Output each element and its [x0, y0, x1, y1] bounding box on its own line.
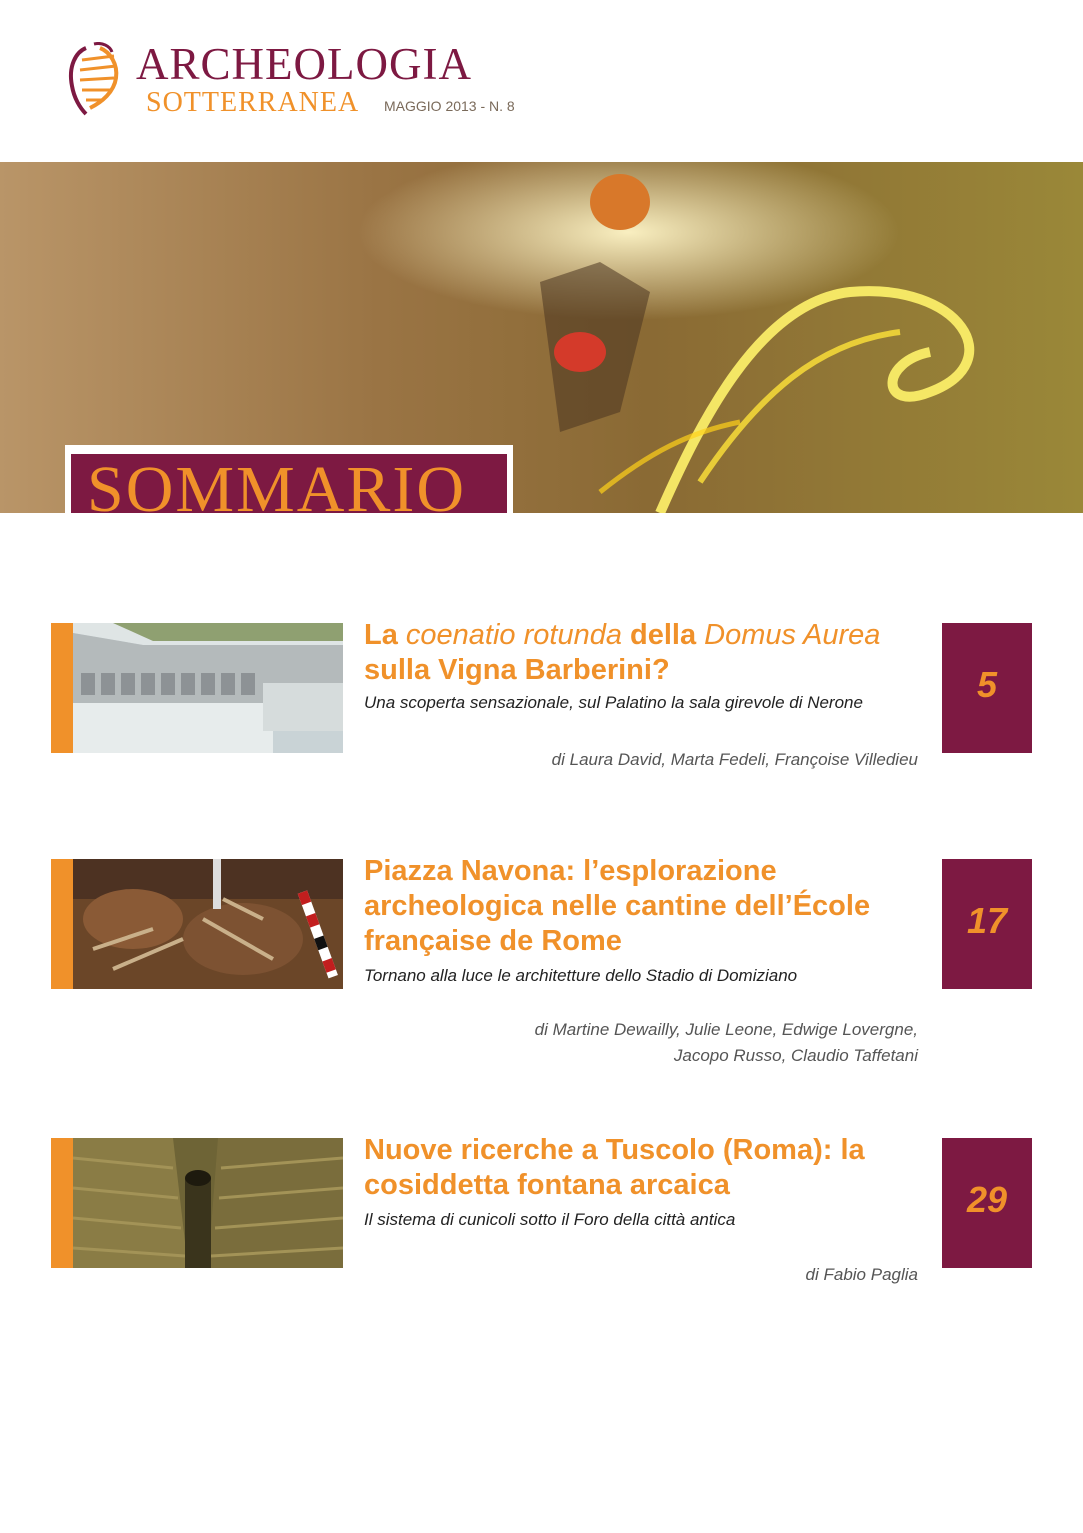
article-title[interactable]: La coenatio rotunda della Domus Aurea sulla Vigna Barberini?: [364, 619, 881, 686]
toc-entry[interactable]: [51, 619, 1032, 783]
sommario-banner: [65, 445, 513, 513]
issue-label: MAGGIO 2013 - N. 8: [384, 98, 515, 114]
article-title[interactable]: Piazza Navona: l’esplorazione archeologica nelle cantine dell’École française de Rome: [364, 855, 871, 957]
page-number: 17: [966, 900, 1008, 941]
page-number-box[interactable]: [942, 859, 1032, 989]
page-number: 29: [966, 1179, 1008, 1220]
article-thumbnail: [51, 1138, 343, 1268]
toc-entry[interactable]: [51, 855, 1032, 1069]
sommario-heading: SOMMARIO: [87, 454, 467, 513]
page-number-box[interactable]: [942, 623, 1032, 753]
masthead: [62, 38, 562, 128]
article-title[interactable]: Nuove ricerche a Tuscolo (Roma): la cosiddetta fontana arcaica: [364, 1134, 865, 1201]
article-authors: di Laura David, Marta Fedeli, Françoise Villedieu: [551, 750, 918, 769]
page-number: 5: [976, 664, 998, 705]
amphora-logo-icon: [66, 42, 130, 116]
article-subtitle: Tornano alla luce le architetture dello Stadio di Domiziano: [364, 966, 798, 985]
article-subtitle: Il sistema di cunicoli sotto il Foro della città antica: [364, 1210, 736, 1229]
magazine-title: ARCHEOLOGIA: [136, 39, 472, 89]
article-authors: di Fabio Paglia: [805, 1265, 918, 1284]
article-subtitle: Una scoperta sensazionale, sul Palatino la sala girevole di Nerone: [364, 693, 863, 712]
magazine-subtitle: SOTTERRANEA: [146, 87, 360, 118]
article-thumbnail: [51, 623, 343, 753]
page-number-box[interactable]: [942, 1138, 1032, 1268]
article-authors: di Martine Dewailly, Julie Leone, Edwige Lovergne, Jacopo Russo, Claudio Taffetani: [534, 1020, 918, 1065]
toc-entry[interactable]: [51, 1134, 1032, 1298]
article-thumbnail: [51, 859, 343, 989]
